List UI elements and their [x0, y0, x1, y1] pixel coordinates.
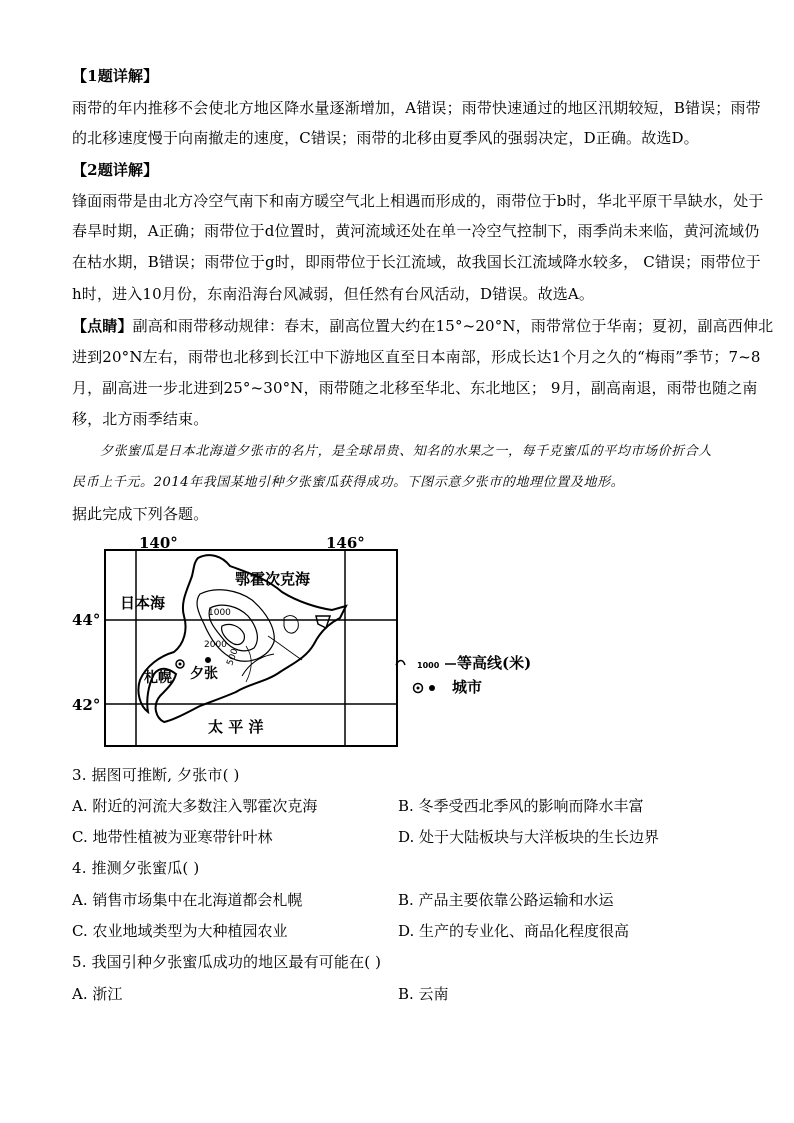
point-line-1 — [72, 316, 774, 336]
exp2-line-1: 锋面雨带是由北方冷空气南下和南方暖空气北上相遇而形成的，雨带位于b时，华北平原干旱缺水，处于 — [72, 192, 764, 210]
contour-line-icon — [395, 657, 457, 671]
intro-line-2: 民币上千元。2014年我国某地引种夕张蜜瓜获得成功。下图示意夕张市的地理位置及地形。 — [72, 475, 625, 490]
q5-stem: 5. 我国引种夕张蜜瓜成功的地区最有可能在( ) — [72, 953, 382, 971]
legend-city — [412, 676, 482, 697]
q3-option-d[interactable]: D. 处于大陆板块与大洋板块的生长边界 — [398, 828, 660, 846]
lat-label-44: 44° — [72, 611, 101, 629]
pacific-label: 太 平 洋 — [208, 718, 264, 736]
instruction: 据此完成下列各题。 — [72, 505, 209, 523]
yubari-city-icon — [205, 657, 211, 663]
yubari-label: 夕张 — [190, 666, 218, 682]
q4-stem: 4. 推测夕张蜜瓜( ) — [72, 859, 200, 877]
contour-east — [284, 616, 298, 633]
legend-contour-sample: 1000 — [417, 661, 440, 670]
hokkaido-map — [70, 536, 400, 758]
q5-option-b[interactable]: B. 云南 — [398, 985, 449, 1003]
exp2-heading: 【2题详解】 — [72, 161, 159, 179]
contour-label-2000: 2000 — [204, 640, 227, 650]
sea-okhotsk-label: 鄂霍次克海 — [235, 570, 311, 588]
lon-label-146: 146° — [326, 536, 365, 552]
lat-label-42: 42° — [72, 696, 101, 714]
q3-option-c[interactable]: C. 地带性植被为亚寒带针叶林 — [72, 828, 273, 846]
point-label: 【点睛】 — [72, 317, 133, 335]
point-line-4: 移，北方雨季结束。 — [72, 410, 209, 428]
sapporo-city-dot — [179, 663, 182, 666]
legend-contour-label: 等高线(米) — [457, 654, 532, 672]
contour-south — [242, 654, 274, 676]
q4-option-a[interactable]: A. 销售市场集中在北海道都会札幌 — [72, 891, 303, 909]
q3-stem: 3. 据图可推断, 夕张市( ) — [72, 766, 240, 784]
exp1-line-2: 的北移速度慢于向南撤走的速度，C错误；雨带的北移由夏季风的强弱决定，D正确。故选D。 — [72, 129, 699, 147]
point-line-2: 进到20°N左右，雨带也北移到长江中下游地区直至日本南部，形成长达1个月之久的“梅雨”季节；7~8 — [72, 348, 761, 366]
q3-option-a[interactable]: A. 附近的河流大多数注入鄂霍次克海 — [72, 797, 318, 815]
contour-label-500: 500 — [225, 647, 241, 668]
river-2 — [268, 636, 302, 660]
exp1-heading: 【1题详解】 — [72, 67, 159, 85]
exp1-line-1: 雨带的年内推移不会使北方地区降水量逐渐增加，A错误；雨带快速通过的地区汛期较短，B错误；雨带 — [72, 99, 761, 117]
river-1 — [246, 646, 251, 682]
q3-option-b[interactable]: B. 冬季受西北季风的影响而降水丰富 — [398, 797, 644, 815]
city-symbol-icon — [412, 681, 448, 695]
legend-city-label: 城市 — [452, 678, 483, 696]
legend-contour — [395, 652, 531, 673]
q4-option-d[interactable]: D. 生产的专业化、商品化程度很高 — [398, 922, 630, 940]
sapporo-label: 札幌 — [144, 670, 172, 686]
exp2-line-4: h时，进入10月份，东南沿海台风减弱，但任然有台风活动，D错误。故选A。 — [72, 285, 595, 303]
q5-option-a[interactable]: A. 浙江 — [72, 985, 123, 1003]
q4-option-c[interactable]: C. 农业地域类型为大种植园农业 — [72, 922, 288, 940]
exp2-line-2: 春旱时期，A正确；雨带位于d位置时，黄河流域还处在单一冷空气控制下，雨季尚未来临，黄河流域仍 — [72, 222, 760, 240]
intro-line-1: 夕张蜜瓜是日本北海道夕张市的名片，是全球昂贵、知名的水果之一，每千克蜜瓜的平均市场价折合人 — [100, 444, 713, 459]
sea-japan-label: 日本海 — [120, 594, 166, 612]
contour-label-1000: 1000 — [208, 608, 231, 618]
point-line-3: 月，副高进一步北进到25°~30°N，雨带随之北移至华北、东北地区； 9月，副高南退，雨带也随之南 — [72, 379, 758, 397]
lon-label-140: 140° — [139, 536, 178, 552]
exp2-line-3: 在枯水期，B错误；雨带位于g时，即雨带位于长江流域，故我国长江流域降水较多， C错误；雨带位于 — [72, 253, 761, 271]
point-text-1: 副高和雨带移动规律：春末，副高位置大约在15°~20°N，雨带常位于华南；夏初，副高西伸北 — [132, 317, 774, 335]
q4-option-b[interactable]: B. 产品主要依靠公路运输和水运 — [398, 891, 614, 909]
